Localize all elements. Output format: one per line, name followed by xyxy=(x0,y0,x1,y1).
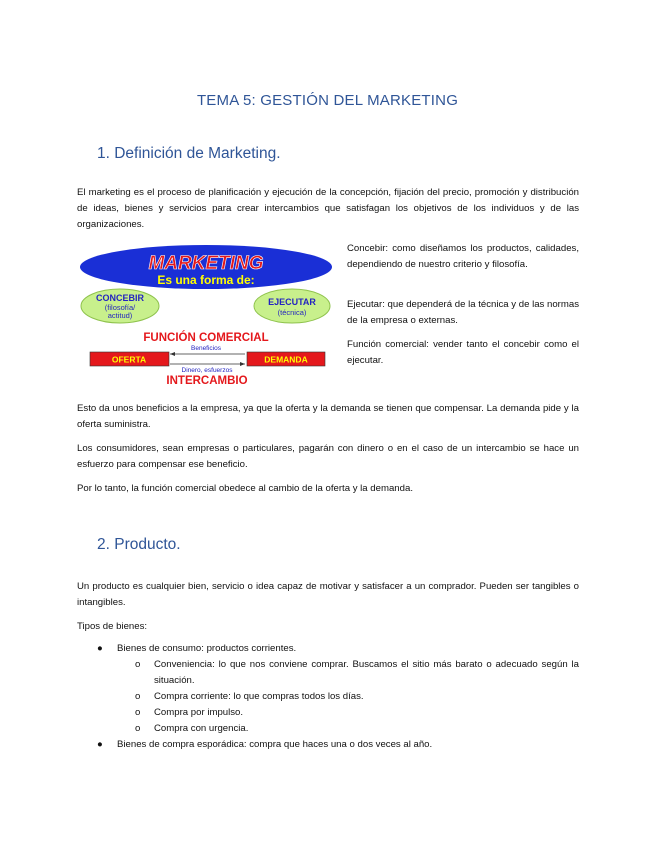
diagram-title: MARKETING xyxy=(148,253,264,274)
diagram-subtitle: Es una forma de: xyxy=(157,273,255,287)
circle-bullet-icon: o xyxy=(135,659,141,670)
definition-paragraph: El marketing es el proceso de planificación y ejecución de la concepción, fijación del precio, promoción y distribución de ideas, bienes y servicios para crear intercambios que satisfagan los objetivos de los individuos y de las organizaciones. xyxy=(77,187,579,230)
paragraph-conclusion: Por lo tanto, la función comercial obedece al cambio de la oferta y la demanda. xyxy=(77,483,413,494)
side-note-funcion: Función comercial: vender tanto el concebir como el ejecutar. xyxy=(347,339,579,366)
demanda-label: DEMANDA xyxy=(264,354,308,365)
bullet-icon: ● xyxy=(97,643,103,654)
circle-bullet-icon: o xyxy=(135,723,141,734)
section-heading-definition: 1. Definición de Marketing. xyxy=(97,145,281,162)
oferta-label: OFERTA xyxy=(111,354,147,365)
concebir-sub1: (filosofía/ xyxy=(104,303,136,312)
side-note-concebir: Concebir: como diseñamos los productos, calidades, dependiendo de nuestro criterio y filosofía. xyxy=(347,243,579,270)
list-item: Bienes de compra esporádica: compra que haces una o dos veces al año. xyxy=(117,739,433,750)
list-item: Compra corriente: lo que compras todos los días. xyxy=(154,691,364,702)
intercambio-label: INTERCAMBIO xyxy=(166,375,248,387)
bienes-list xyxy=(77,641,579,761)
paragraph-consumidores: Los consumidores, sean empresas o particulares, pagarán con dinero o en el caso de un intercambio se hace un esfuerzo para compensar ese beneficio. xyxy=(77,443,579,470)
upper-arrow-head xyxy=(170,352,175,356)
side-note-ejecutar: Ejecutar: que dependerá de la técnica y de las normas de la empresa o externas. xyxy=(347,299,579,326)
marketing-diagram xyxy=(80,243,334,389)
page-title: TEMA 5: GESTIÓN DEL MARKETING xyxy=(196,92,459,109)
concebir-sub2: actitud) xyxy=(107,311,133,320)
circle-bullet-icon: o xyxy=(135,707,141,718)
ejecutar-label: EJECUTAR xyxy=(268,297,316,307)
list-item: Compra con urgencia. xyxy=(154,723,249,734)
list-item: Conveniencia: lo que nos conviene comprar. Buscamos el sitio más barato o adecuado según la situación. xyxy=(154,659,579,686)
beneficios-label: Beneficios xyxy=(191,345,221,352)
paragraph-beneficios: Esto da unos beneficios a la empresa, ya que la oferta y la demanda se tienen que compensar. La demanda pide y la oferta suministra. xyxy=(77,403,579,430)
list-item: Compra por impulso. xyxy=(154,707,244,718)
tipos-label: Tipos de bienes: xyxy=(77,621,148,632)
lower-arrow-head xyxy=(240,362,245,366)
ejecutar-sub: (técnica) xyxy=(277,308,307,317)
concebir-label: CONCEBIR xyxy=(95,293,145,303)
circle-bullet-icon: o xyxy=(135,691,141,702)
funcion-comercial-label: FUNCIÓN COMERCIAL xyxy=(143,332,269,344)
bullet-icon: ● xyxy=(97,739,103,750)
producto-paragraph: Un producto es cualquier bien, servicio o idea capaz de motivar y satisfacer a un comprador. Pueden ser tangibles o intangibles. xyxy=(77,581,579,608)
list-item: Bienes de consumo: productos corrientes. xyxy=(117,643,297,654)
section-heading-producto: 2. Producto. xyxy=(97,536,181,553)
dinero-label: Dinero, esfuerzos xyxy=(181,367,233,374)
